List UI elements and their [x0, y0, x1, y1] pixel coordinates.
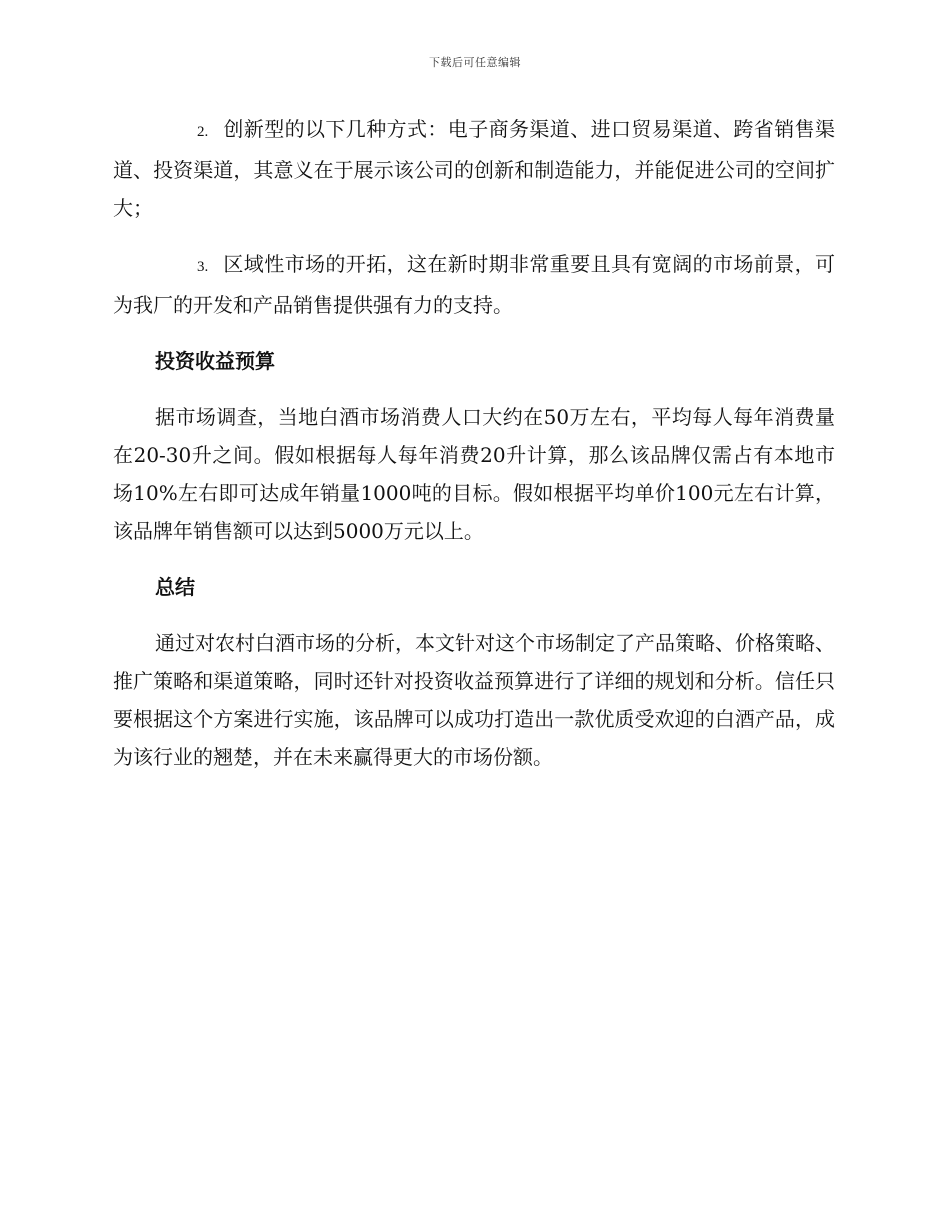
list-number: 2. — [197, 124, 209, 140]
document-body — [113, 110, 835, 794]
list-number: 3. — [197, 259, 209, 275]
list-item-2 — [113, 110, 835, 227]
page-header: 下载后可任意编辑 — [429, 56, 521, 69]
list-item-3 — [113, 245, 835, 324]
list-item-text: 区域性市场的开拓，这在新时期非常重要且具有宽阔的市场前景，可为我厂的开发和产品销售提供强有力的支持。 — [113, 252, 835, 317]
section-heading-summary: 总结 — [155, 575, 195, 599]
list-item-text: 创新型的以下几种方式：电子商务渠道、进口贸易渠道、跨省销售渠道、投资渠道，其意义在于展示该公司的创新和制造能力，并能促进公司的空间扩大； — [113, 117, 835, 220]
investment-paragraph: 据市场调查，当地白酒市场消费人口大约在50万左右，平均每人每年消费量在20-30升之间。假如根据每人每年消费20升计算，那么该品牌仅需占有本地市场10%左右即可达成年销量1000吨的目标。假如根据平均单价100元左右计算，该品牌年销售额可以达到5000万元以上。 — [113, 405, 835, 543]
section-heading-investment: 投资收益预算 — [155, 349, 275, 373]
summary-paragraph: 通过对农村白酒市场的分析，本文针对这个市场制定了产品策略、价格策略、推广策略和渠道策略，同时还针对投资收益预算进行了详细的规划和分析。信任只要根据这个方案进行实施，该品牌可以成功打造出一款优质受欢迎的白酒产品，成为该行业的翘楚，并在未来赢得更大的市场份额。 — [113, 631, 835, 769]
